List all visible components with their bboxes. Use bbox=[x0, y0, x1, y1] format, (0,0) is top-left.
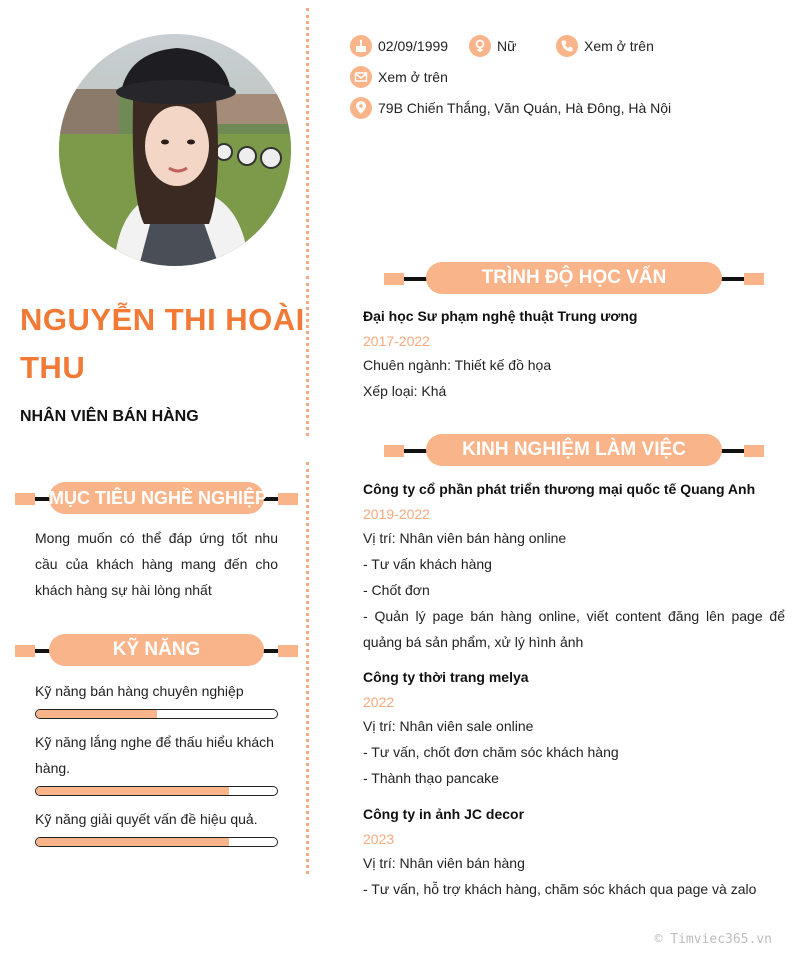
skill-bar bbox=[35, 837, 278, 847]
objective-text: Mong muốn có thể đáp ứng tốt nhu cầu của khách hàng mang đến cho khách hàng sự hài lòng nhất bbox=[35, 530, 278, 598]
education-heading: TRÌNH ĐỘ HỌC VẤN bbox=[426, 262, 722, 294]
address-info bbox=[350, 97, 671, 119]
gender-info bbox=[469, 35, 516, 57]
skills-heading: KỸ NĂNG bbox=[49, 634, 264, 666]
job-line: - Tư vấn, chốt đơn chăm sóc khách hàng bbox=[363, 744, 619, 760]
education-block bbox=[363, 306, 785, 404]
education-major: Chuên ngành: Thiết kế đồ họa bbox=[363, 357, 552, 373]
job-line: - Tư vấn, hỗ trợ khách hàng, chăm sóc khách qua page và zalo bbox=[363, 881, 757, 897]
objective-header bbox=[15, 482, 298, 516]
education-years: 2017-2022 bbox=[363, 333, 430, 349]
gender-icon bbox=[469, 35, 491, 57]
gender-value: Nữ bbox=[497, 38, 517, 54]
skill-label: Kỹ năng giải quyết vấn đề hiệu quả. bbox=[35, 811, 258, 827]
address-value: 79B Chiến Thắng, Văn Quán, Hà Đông, Hà Nội bbox=[378, 100, 672, 116]
company-name: Công ty thời trang melya bbox=[363, 669, 529, 685]
experience-header bbox=[384, 434, 764, 468]
education-header bbox=[384, 262, 764, 296]
school-name: Đại học Sư phạm nghệ thuật Trung ương bbox=[363, 308, 638, 324]
job-years: 2019-2022 bbox=[363, 506, 430, 522]
birthday-info bbox=[350, 35, 448, 57]
objective-heading: MỤC TIÊU NGHỀ NGHIỆP bbox=[49, 482, 264, 514]
candidate-name: NGUYỄN THI HOÀI THU bbox=[20, 302, 305, 385]
job-line: - Quản lý page bán hàng online, viết content đăng lên page để quảng bá sản phẩm, xử lý hình ảnh bbox=[363, 608, 785, 650]
birthday-value: 02/09/1999 bbox=[378, 38, 449, 54]
skill-bar bbox=[35, 709, 278, 719]
avatar bbox=[59, 34, 291, 266]
experience-job bbox=[363, 667, 785, 791]
job-line: Vị trí: Nhân viên bán hàng online bbox=[363, 530, 567, 546]
education-grade: Xếp loại: Khá bbox=[363, 383, 447, 399]
job-line: Vị trí: Nhân viên bán hàng bbox=[363, 855, 525, 871]
phone-icon bbox=[556, 35, 578, 57]
skill-bar bbox=[35, 786, 278, 796]
job-line: - Tư vấn khách hàng bbox=[363, 556, 492, 572]
experience-heading: KINH NGHIỆM LÀM VIỆC bbox=[426, 434, 722, 466]
company-name: Công ty in ảnh JC decor bbox=[363, 806, 525, 822]
divider-top bbox=[306, 8, 309, 270]
email-info bbox=[350, 66, 448, 88]
watermark: © Timviec365.vn bbox=[654, 932, 772, 947]
phone-value: Xem ở trên bbox=[584, 38, 654, 54]
phone-info bbox=[556, 35, 654, 57]
skill-label: Kỹ năng bán hàng chuyên nghiệp bbox=[35, 683, 244, 699]
email-value: Xem ở trên bbox=[378, 69, 448, 85]
experience-job bbox=[363, 479, 785, 655]
skills-header bbox=[15, 634, 298, 668]
skill-label: Kỹ năng lắng nghe để thấu hiểu khách hàng. bbox=[35, 734, 274, 776]
birthday-cake-icon bbox=[350, 35, 372, 57]
job-years: 2022 bbox=[363, 694, 395, 710]
email-icon bbox=[350, 66, 372, 88]
experience-job bbox=[363, 804, 785, 902]
job-years: 2023 bbox=[363, 831, 395, 847]
job-line: Vị trí: Nhân viên sale online bbox=[363, 718, 534, 734]
company-name: Công ty cổ phần phát triển thương mại quốc tế Quang Anh bbox=[363, 481, 756, 497]
location-icon bbox=[350, 97, 372, 119]
job-line: - Thành thạo pancake bbox=[363, 770, 499, 786]
job-title: NHÂN VIÊN BÁN HÀNG bbox=[20, 408, 199, 425]
divider-bottom bbox=[306, 462, 309, 874]
job-line: - Chốt đơn bbox=[363, 582, 430, 598]
